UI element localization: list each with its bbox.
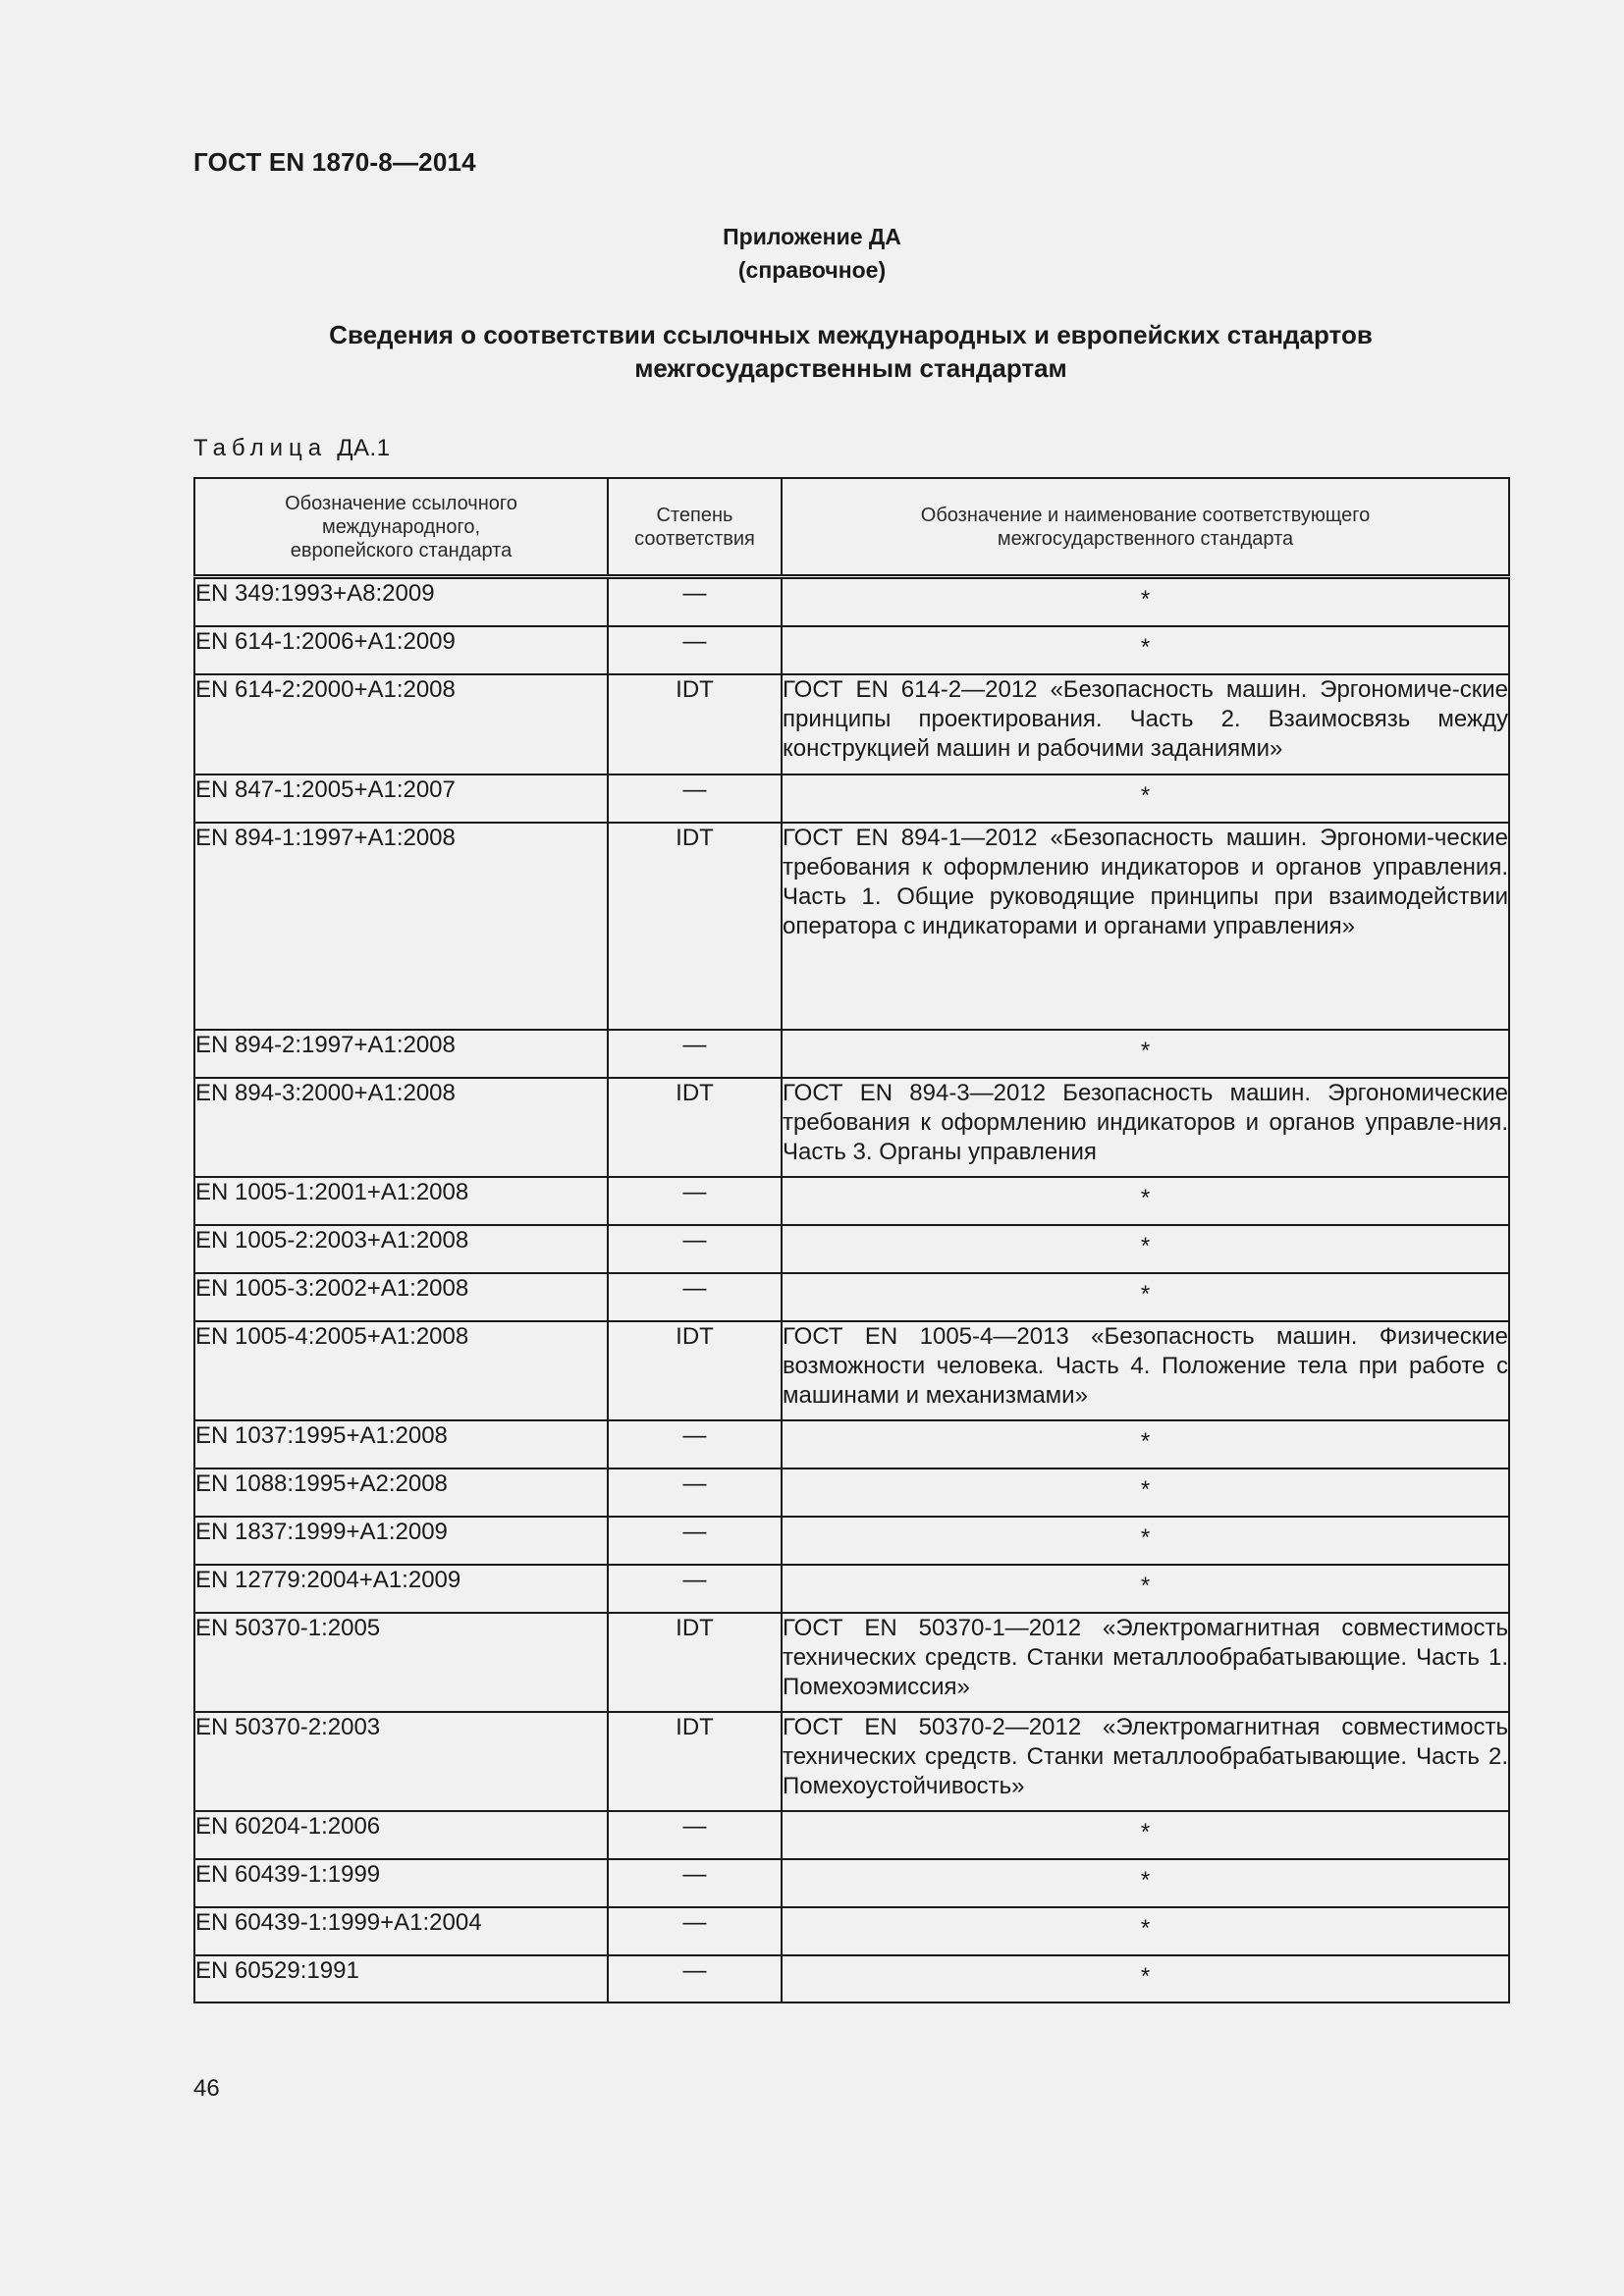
cell-reference: EN 60439-1:1999 xyxy=(194,1859,608,1907)
table-row xyxy=(194,1321,1509,1420)
table-row xyxy=(194,1565,1509,1613)
cell-reference: EN 1837:1999+A1:2009 xyxy=(194,1517,608,1565)
cell-interstate: * xyxy=(782,774,1509,823)
cell-degree: — xyxy=(608,1955,782,2002)
cell-reference: EN 1005-4:2005+A1:2008 xyxy=(194,1321,608,1420)
cell-degree: IDT xyxy=(608,1321,782,1420)
cell-degree: — xyxy=(608,1030,782,1078)
cell-interstate: * xyxy=(782,1177,1509,1225)
cell-interstate: * xyxy=(782,1811,1509,1859)
cell-degree: IDT xyxy=(608,1712,782,1811)
cell-reference: EN 50370-2:2003 xyxy=(194,1712,608,1811)
header-line: межгосударственного стандарта xyxy=(997,527,1294,550)
header-line: Обозначение ссылочного xyxy=(285,492,517,514)
table-row xyxy=(194,1177,1509,1225)
cell-interstate: ГОСТ EN 50370-1—2012 «Электромагнитная совместимость технических средств. Станки металлообрабатывающие. Часть 1. Помехоэмиссия» xyxy=(782,1613,1509,1712)
table-label-number: ДА.1 xyxy=(337,435,391,461)
header-line: Степень xyxy=(656,504,733,526)
table-row xyxy=(194,1273,1509,1321)
table-row xyxy=(194,1859,1509,1907)
cell-degree: IDT xyxy=(608,674,782,774)
cell-degree: — xyxy=(608,1811,782,1859)
cell-interstate: ГОСТ EN 894-1—2012 «Безопасность машин. Эргономи-ческие требования к оформлению индикаторов и органов управления. Часть 1. Общие руководящие принципы при взаимодействии оператора с индикаторами и органами управления» xyxy=(782,823,1509,1030)
header-degree xyxy=(608,478,782,577)
cell-degree: — xyxy=(608,774,782,823)
table-row xyxy=(194,1811,1509,1859)
annex-title: Приложение ДА xyxy=(723,224,901,249)
cell-degree: — xyxy=(608,1177,782,1225)
cell-degree: — xyxy=(608,1468,782,1517)
cell-degree: — xyxy=(608,1565,782,1613)
cell-reference: EN 614-2:2000+A1:2008 xyxy=(194,674,608,774)
cell-reference: EN 894-2:1997+A1:2008 xyxy=(194,1030,608,1078)
cell-degree: — xyxy=(608,1517,782,1565)
cell-interstate: * xyxy=(782,1955,1509,2002)
cell-degree: — xyxy=(608,1859,782,1907)
table-row xyxy=(194,1907,1509,1955)
annex-heading-line-1: Сведения о соответствии ссылочных международных и европейских стандартов xyxy=(329,320,1373,349)
cell-interstate: * xyxy=(782,577,1509,627)
cell-reference: EN 60529:1991 xyxy=(194,1955,608,2002)
table-label xyxy=(193,435,391,462)
cell-interstate: * xyxy=(782,1468,1509,1517)
document-id: ГОСТ EN 1870-8—2014 xyxy=(193,147,476,177)
table-label-word: Таблица xyxy=(193,435,328,461)
cell-reference: EN 894-3:2000+A1:2008 xyxy=(194,1078,608,1177)
cell-reference: EN 1005-3:2002+A1:2008 xyxy=(194,1273,608,1321)
header-interstate-standard xyxy=(782,478,1509,577)
annex-kind: (справочное) xyxy=(737,257,887,283)
cell-degree: — xyxy=(608,1273,782,1321)
cell-reference: EN 12779:2004+A1:2009 xyxy=(194,1565,608,1613)
table-row xyxy=(194,577,1509,627)
table-row xyxy=(194,1078,1509,1177)
header-line: соответствия xyxy=(634,527,755,550)
cell-degree: IDT xyxy=(608,1613,782,1712)
cell-reference: EN 60204-1:2006 xyxy=(194,1811,608,1859)
cell-interstate: * xyxy=(782,1565,1509,1613)
table-row xyxy=(194,1030,1509,1078)
cell-degree: — xyxy=(608,1907,782,1955)
cell-reference: EN 1088:1995+A2:2008 xyxy=(194,1468,608,1517)
page-number: 46 xyxy=(193,2075,220,2102)
header-line: европейского стандарта xyxy=(290,539,513,561)
table-row xyxy=(194,674,1509,774)
cell-interstate: * xyxy=(782,1273,1509,1321)
annex-heading-line-2: межгосударственным стандартам xyxy=(634,353,1067,383)
standards-table xyxy=(193,477,1510,2003)
cell-reference: EN 1005-2:2003+A1:2008 xyxy=(194,1225,608,1273)
header-line: Обозначение и наименование соответствующего xyxy=(920,504,1371,526)
table-row xyxy=(194,1712,1509,1811)
table-row xyxy=(194,1225,1509,1273)
cell-degree: — xyxy=(608,626,782,674)
cell-interstate: * xyxy=(782,1517,1509,1565)
cell-interstate: ГОСТ EN 894-3—2012 Безопасность машин. Эргономические требования к оформлению индикаторов и органов управле-ния. Часть 3. Органы управления xyxy=(782,1078,1509,1177)
cell-interstate: ГОСТ EN 50370-2—2012 «Электромагнитная совместимость технических средств. Станки металлообрабатывающие. Часть 2. Помехоустойчивость» xyxy=(782,1712,1509,1811)
cell-reference: EN 349:1993+A8:2009 xyxy=(194,577,608,627)
cell-degree: — xyxy=(608,577,782,627)
cell-interstate: * xyxy=(782,1225,1509,1273)
table-row xyxy=(194,1468,1509,1517)
cell-degree: — xyxy=(608,1225,782,1273)
table-row xyxy=(194,1955,1509,2002)
cell-interstate: * xyxy=(782,1859,1509,1907)
cell-reference: EN 50370-1:2005 xyxy=(194,1613,608,1712)
cell-interstate: * xyxy=(782,626,1509,674)
table-row xyxy=(194,774,1509,823)
cell-interstate: ГОСТ EN 614-2—2012 «Безопасность машин. Эргономиче-ские принципы проектирования. Часть 2. Взаимосвязь между конструкцией машин и рабочими заданиями» xyxy=(782,674,1509,774)
cell-degree: — xyxy=(608,1420,782,1468)
cell-interstate: * xyxy=(782,1907,1509,1955)
table-row xyxy=(194,626,1509,674)
cell-reference: EN 894-1:1997+A1:2008 xyxy=(194,823,608,1030)
table-row xyxy=(194,1613,1509,1712)
table-row xyxy=(194,1420,1509,1468)
cell-interstate: ГОСТ EN 1005-4—2013 «Безопасность машин. Физические возможности человека. Часть 4. Положение тела при работе с машинами и механизмами» xyxy=(782,1321,1509,1420)
cell-reference: EN 1005-1:2001+A1:2008 xyxy=(194,1177,608,1225)
cell-degree: IDT xyxy=(608,1078,782,1177)
cell-reference: EN 847-1:2005+A1:2007 xyxy=(194,774,608,823)
cell-interstate: * xyxy=(782,1030,1509,1078)
cell-reference: EN 1037:1995+A1:2008 xyxy=(194,1420,608,1468)
header-reference-standard xyxy=(194,478,608,577)
table-row xyxy=(194,1517,1509,1565)
cell-reference: EN 614-1:2006+A1:2009 xyxy=(194,626,608,674)
table-header-row xyxy=(194,478,1509,577)
header-line: международного, xyxy=(321,515,481,538)
cell-degree: IDT xyxy=(608,823,782,1030)
cell-reference: EN 60439-1:1999+A1:2004 xyxy=(194,1907,608,1955)
table-row xyxy=(194,823,1509,1030)
cell-interstate: * xyxy=(782,1420,1509,1468)
